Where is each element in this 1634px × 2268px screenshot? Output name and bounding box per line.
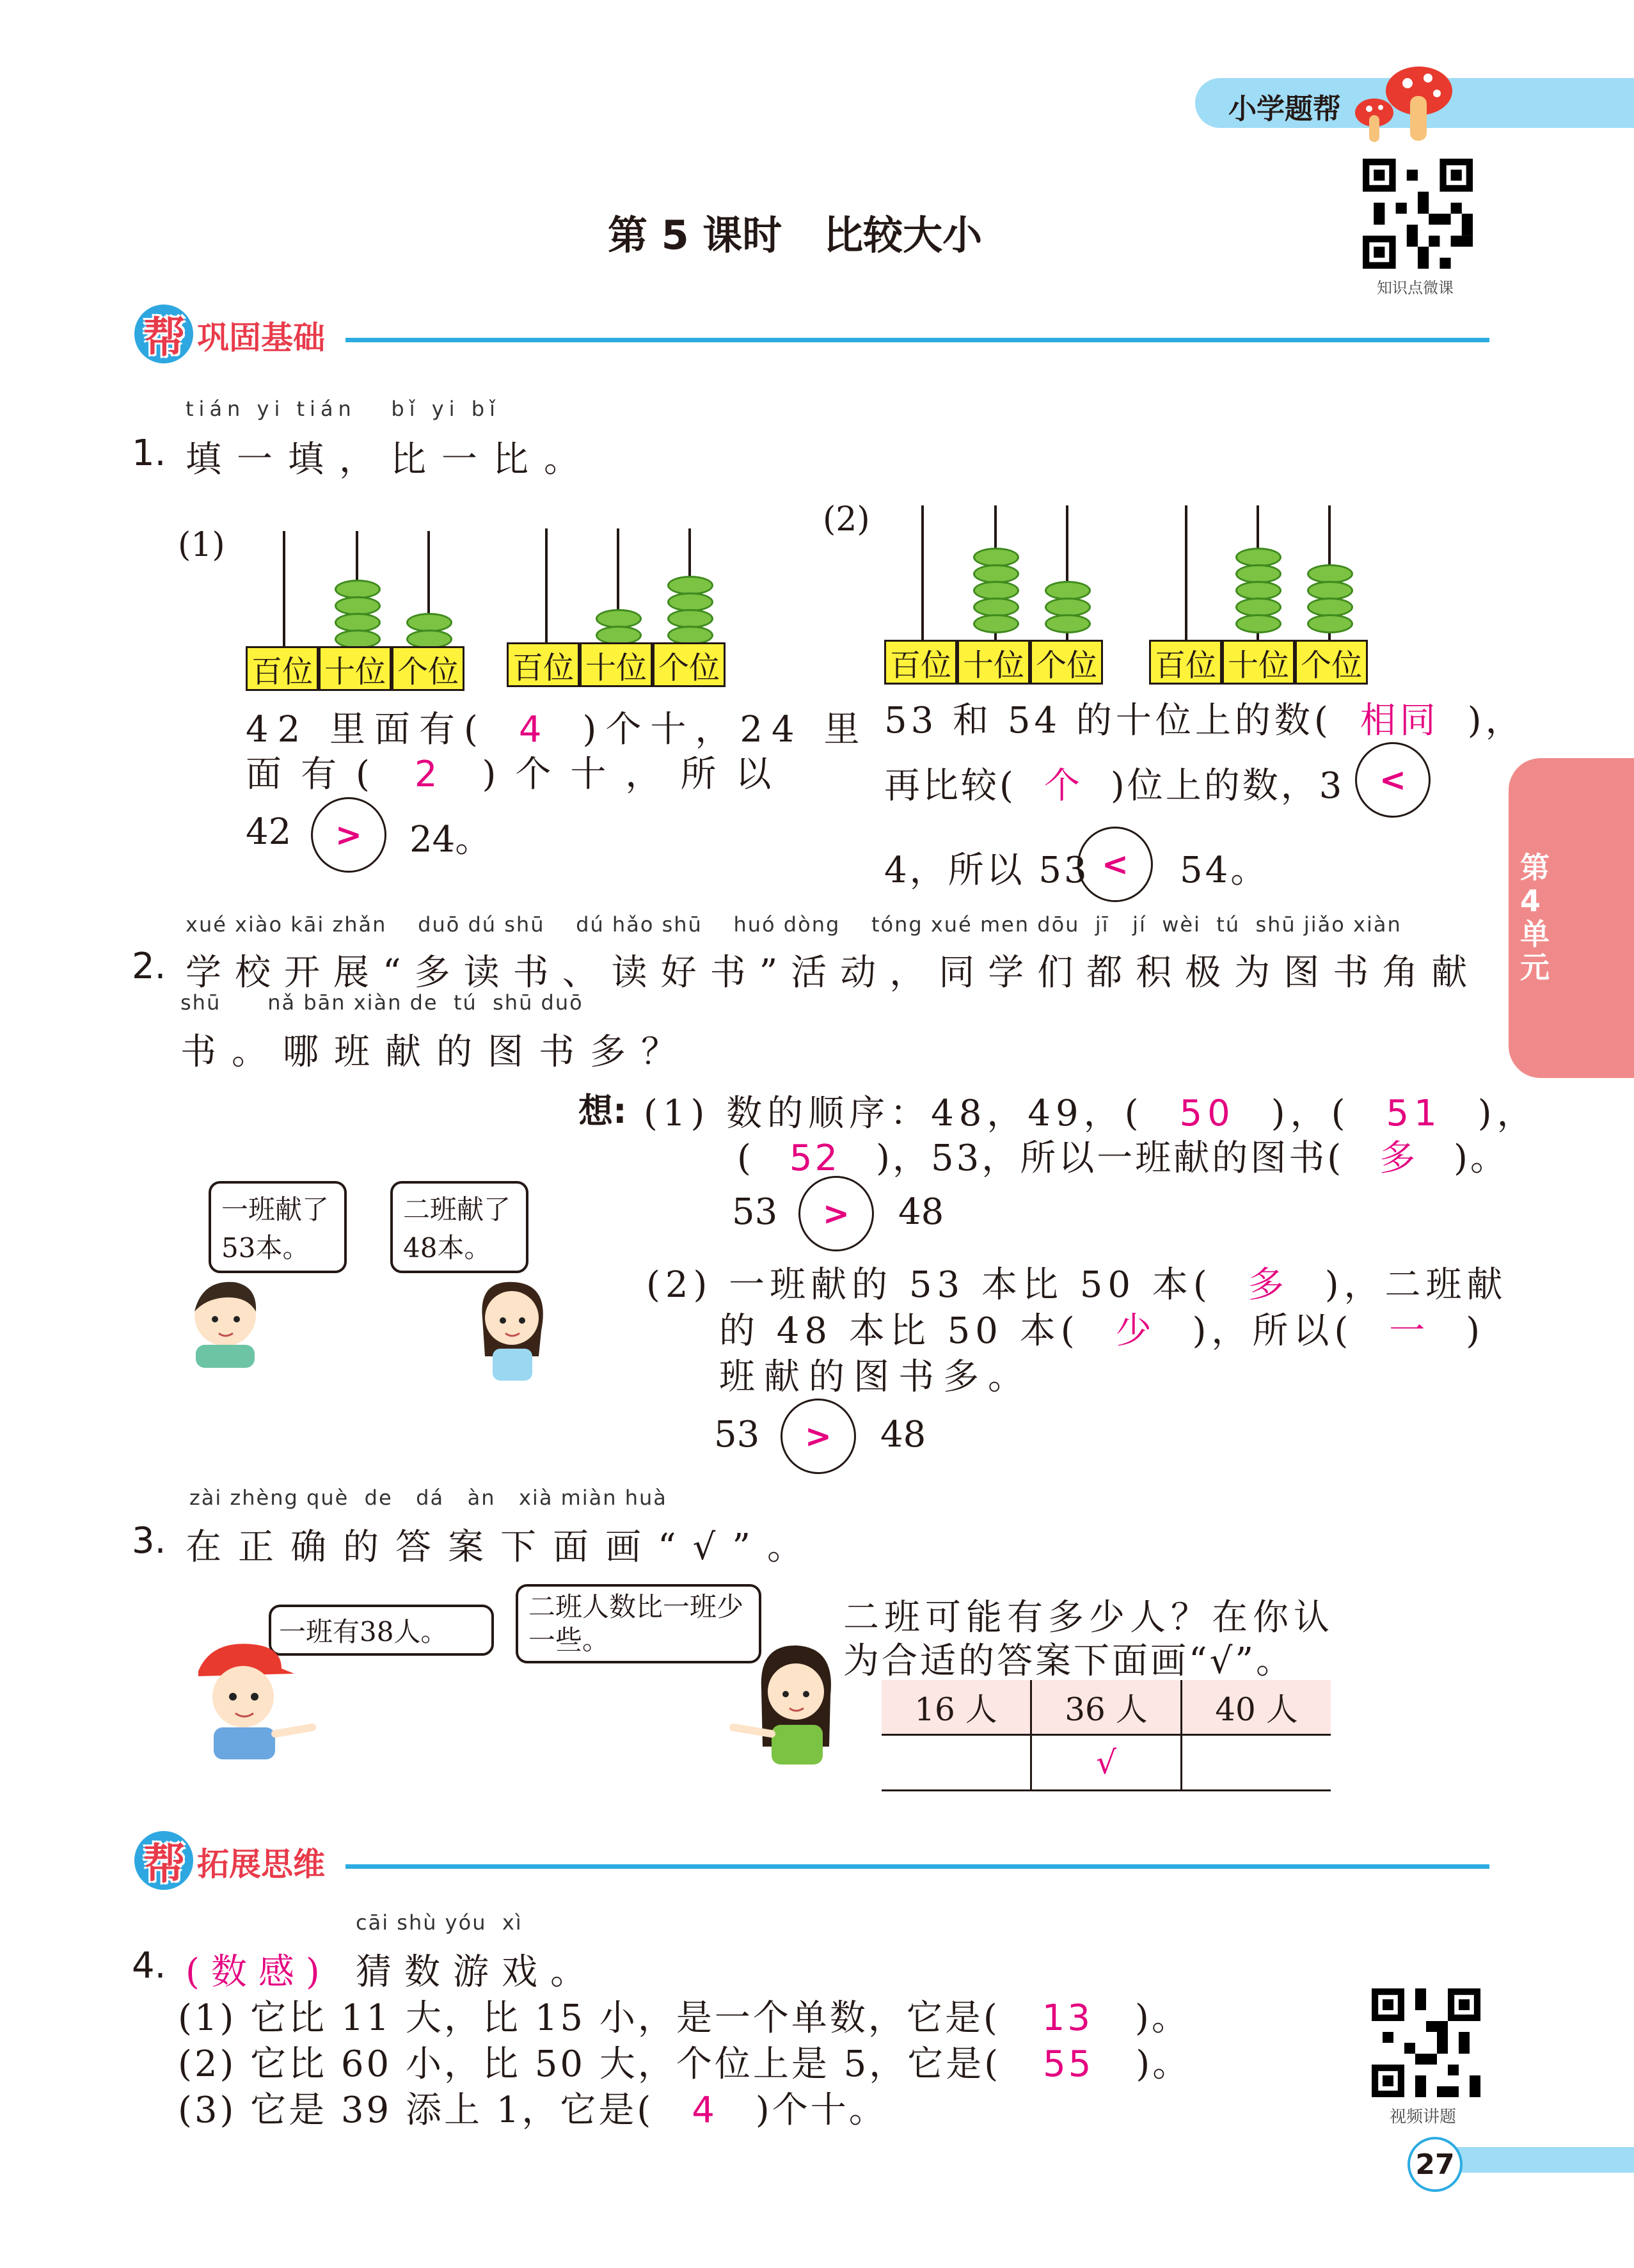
qr-code-icon[interactable]	[1363, 159, 1473, 269]
qr-code-icon[interactable]	[1372, 1988, 1480, 2097]
q2-number: 2.	[132, 946, 166, 987]
q1-part2-label: (2)	[823, 500, 870, 539]
q1-p1-line1: 42 里面有( 4 )个十，24 里	[246, 709, 869, 750]
speech-bubble-class2: 二班献了48本。	[390, 1181, 528, 1273]
section-badge-text: 帮	[143, 313, 186, 362]
place-tens: 十位	[1222, 640, 1295, 685]
qr-caption-top: 知识点微课	[1377, 279, 1454, 297]
answer: 55	[1043, 2043, 1094, 2085]
answer: 4	[518, 709, 551, 750]
speech-bubble-class1: 一班献了53本。	[209, 1181, 347, 1273]
compare-circle: <	[1355, 742, 1431, 818]
q2-stem-2: 书。哪班献的图书多？	[180, 1031, 692, 1073]
q2-cmp2-right: 48	[880, 1414, 926, 1455]
section-basic-title: 巩固基础	[197, 319, 325, 356]
place-tens: 十位	[319, 646, 392, 691]
q1-p2-tail: 54。	[1180, 850, 1269, 891]
q4-stem: 猜数游戏。	[356, 1951, 599, 1993]
q2-think-1: (1) 数的顺序：48，49，( 50 )，( 51 )，	[644, 1093, 1538, 1134]
section-badge-text: 帮	[143, 1839, 186, 1889]
mark-cell[interactable]	[1182, 1735, 1331, 1791]
option-cell: 16 人	[882, 1680, 1031, 1735]
page-number-bar	[1440, 2147, 1634, 2173]
place-hundreds: 百位	[884, 640, 957, 685]
place-ones: 个位	[1295, 640, 1368, 685]
q1-p2-line1: 53 和 54 的十位上的数( 相同 )，	[884, 700, 1525, 741]
compare-circle: >	[781, 1399, 856, 1474]
place-ones: 个位	[392, 646, 464, 691]
answer: 52	[789, 1138, 841, 1179]
q1-p1-right: 24。	[409, 819, 491, 860]
mushroom-icon	[1344, 58, 1459, 147]
place-hundreds: 百位	[507, 642, 580, 687]
place-hundreds: 百位	[246, 646, 319, 691]
q2-cmp1-left: 53	[732, 1191, 778, 1233]
mark-cell[interactable]	[882, 1735, 1031, 1791]
q3-number: 3.	[132, 1520, 166, 1562]
q4-line-3: (3) 它是 39 添上 1，它是( 4 )个十。	[178, 2090, 887, 2131]
answer: 13	[1042, 1997, 1093, 2039]
q2-pinyin-1: xué xiào kāi zhǎn duō dú shū dú hǎo shū huó dòng tóng xué men dōu jī jí wèi tú shū jiǎo xiàn	[186, 912, 1402, 937]
q2-think-3: (2) 一班献的 53 本比 50 本( 多 )，二班献	[646, 1264, 1508, 1306]
unit-tab-label: 第4单元	[1520, 850, 1550, 985]
section-basic-header	[134, 301, 352, 365]
answer: 4	[692, 2090, 717, 2131]
q4-number: 4.	[132, 1945, 166, 1986]
q3-ask-2: 为合适的答案下面画“√”。	[843, 1640, 1294, 1682]
q4-line-2: (2) 它比 60 小，比 50 大，个位上是 5，它是( 55 )。	[178, 2043, 1191, 2085]
qr-caption-bottom: 视频讲题	[1390, 2107, 1457, 2127]
q1-number: 1.	[132, 432, 166, 474]
think-label: 想:	[578, 1091, 627, 1131]
boy-avatar-icon	[183, 1273, 266, 1369]
section-rule	[345, 338, 1489, 342]
q1-p2-line3: 4，所以 53	[884, 850, 1090, 891]
section-extend-header	[134, 1827, 352, 1891]
boy-avatar-icon	[186, 1638, 320, 1759]
q4-tag: (数感)	[186, 1951, 331, 1993]
compare-circle: <	[1077, 827, 1153, 902]
option-cell: 36 人	[1031, 1680, 1182, 1735]
q4-pinyin: cāi shù yóu xì	[356, 1910, 523, 1935]
compare-circle: >	[798, 1176, 874, 1251]
q1-p1-left: 42	[246, 811, 292, 853]
q3-ask-1: 二班可能有多少人？在你认	[843, 1597, 1335, 1638]
speech-bubble-girl: 二班人数比一班少一些。	[516, 1584, 761, 1663]
q1-p2-line2: 再比较( 个 )位上的数，3	[884, 765, 1345, 807]
q2-cmp1-right: 48	[898, 1191, 944, 1233]
answer: 2	[414, 754, 457, 795]
q1-part1-label: (1)	[178, 526, 225, 564]
place-tens: 十位	[957, 640, 1030, 685]
answer: 个	[1043, 765, 1083, 807]
options-table	[882, 1680, 1331, 1791]
answer: 50	[1179, 1093, 1235, 1134]
answer: 一	[1389, 1310, 1431, 1352]
speech-bubble-boy: 一班有38人。	[269, 1605, 494, 1656]
answer: 相同	[1360, 700, 1440, 741]
girl-avatar-icon	[463, 1273, 559, 1382]
compare-circle: >	[311, 797, 386, 873]
q4-line-1: (1) 它比 11 大，比 15 小，是一个单数，它是( 13 )。	[178, 1997, 1190, 2039]
answer: 51	[1386, 1093, 1442, 1134]
q2-think-2: ( 52 )，53，所以一班献的图书( 多 )。	[737, 1138, 1509, 1179]
answer: 多	[1248, 1264, 1289, 1306]
q3-stem: 在正确的答案下面画“√”。	[186, 1527, 820, 1568]
q3-pinyin: zài zhèng què de dá àn xià miàn huà	[189, 1486, 667, 1510]
q2-stem-1: 学校开展“多读书、读好书”活动，同学们都积极为图书角献	[186, 952, 1481, 994]
q2-pinyin-2: shū nǎ bān xiàn de tú shū duō	[180, 990, 583, 1015]
section-rule	[345, 1864, 1489, 1869]
q2-think-5: 班献的图书多。	[719, 1356, 1033, 1398]
q1-pinyin: tián yi tián bǐ yi bǐ	[186, 397, 500, 421]
q1-stem: 填一填，比一比。	[186, 439, 595, 480]
brand-name: 小学题帮	[1228, 93, 1341, 125]
q2-think-4: 的 48 本比 50 本( 少 )，所以( 一 )	[719, 1310, 1486, 1352]
q1-p1-line2: 面有( 2 )个十，所以	[246, 754, 791, 795]
option-cell: 40 人	[1182, 1680, 1331, 1735]
section-extend-title: 拓展思维	[197, 1846, 325, 1883]
answer: 多	[1379, 1138, 1418, 1179]
place-ones: 个位	[653, 642, 726, 687]
q2-cmp2-left: 53	[714, 1414, 760, 1455]
girl-avatar-icon	[723, 1638, 845, 1766]
page-title: 第 5 课时 比较大小	[608, 212, 983, 258]
place-tens: 十位	[580, 642, 653, 687]
page-number: 27	[1408, 2137, 1463, 2192]
place-ones: 个位	[1030, 640, 1103, 685]
answer: 少	[1115, 1310, 1157, 1352]
place-hundreds: 百位	[1149, 640, 1222, 685]
mark-cell[interactable]: √	[1031, 1735, 1182, 1791]
